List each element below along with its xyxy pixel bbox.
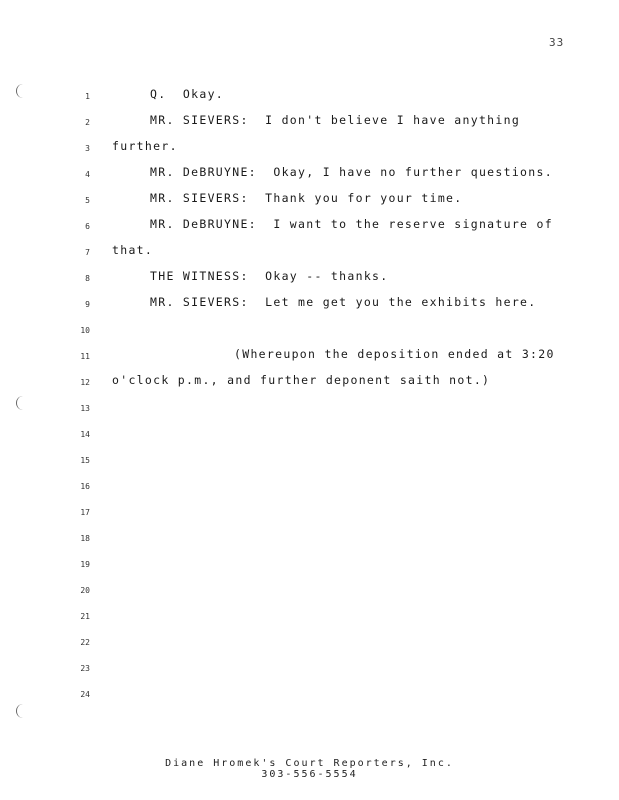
line-number: 17 [80, 508, 90, 517]
line-number: 13 [80, 404, 90, 413]
page-number: 33 [549, 36, 565, 49]
line-number: 10 [80, 326, 90, 335]
hole-mark-middle [16, 396, 27, 410]
line-number: 11 [80, 352, 90, 361]
line-number: 15 [80, 456, 90, 465]
transcript-line: Q. Okay. [150, 87, 225, 101]
transcript-line: MR. DeBRUYNE: Okay, I have no further questions. [150, 165, 553, 179]
footer-company: Diane Hromek's Court Reporters, Inc. [165, 758, 454, 769]
line-number: 4 [85, 170, 90, 179]
footer-phone: 303-556-5554 [261, 769, 358, 780]
transcript-line: MR. SIEVERS: Thank you for your time. [150, 191, 463, 205]
line-number: 1 [85, 92, 90, 101]
line-number: 2 [85, 118, 90, 127]
line-number: 5 [85, 196, 90, 205]
line-number: 16 [80, 482, 90, 491]
line-number: 8 [85, 274, 90, 283]
transcript-line: (Whereupon the deposition ended at 3:20 [234, 347, 555, 361]
transcript-line: MR. SIEVERS: Let me get you the exhibits here. [150, 295, 537, 309]
line-number: 22 [80, 638, 90, 647]
line-number: 6 [85, 222, 90, 231]
line-number: 12 [80, 378, 90, 387]
line-number: 18 [80, 534, 90, 543]
line-number: 7 [85, 248, 90, 257]
transcript-line: that. [112, 243, 154, 257]
line-number: 3 [85, 144, 90, 153]
line-number: 14 [80, 430, 90, 439]
line-number: 9 [85, 300, 90, 309]
line-number: 23 [80, 664, 90, 673]
transcript-line: MR. DeBRUYNE: I want to the reserve signature of [150, 217, 553, 231]
line-number: 21 [80, 612, 90, 621]
hole-mark-bottom [16, 704, 27, 718]
line-number: 19 [80, 560, 90, 569]
transcript-line: further. [112, 139, 178, 153]
line-number: 24 [80, 690, 90, 699]
transcript-line: MR. SIEVERS: I don't believe I have anything [150, 113, 521, 127]
transcript-line: THE WITNESS: Okay -- thanks. [150, 269, 389, 283]
hole-mark-top [16, 84, 27, 98]
transcript-line: o'clock p.m., and further deponent saith not.) [112, 373, 491, 387]
line-number: 20 [80, 586, 90, 595]
